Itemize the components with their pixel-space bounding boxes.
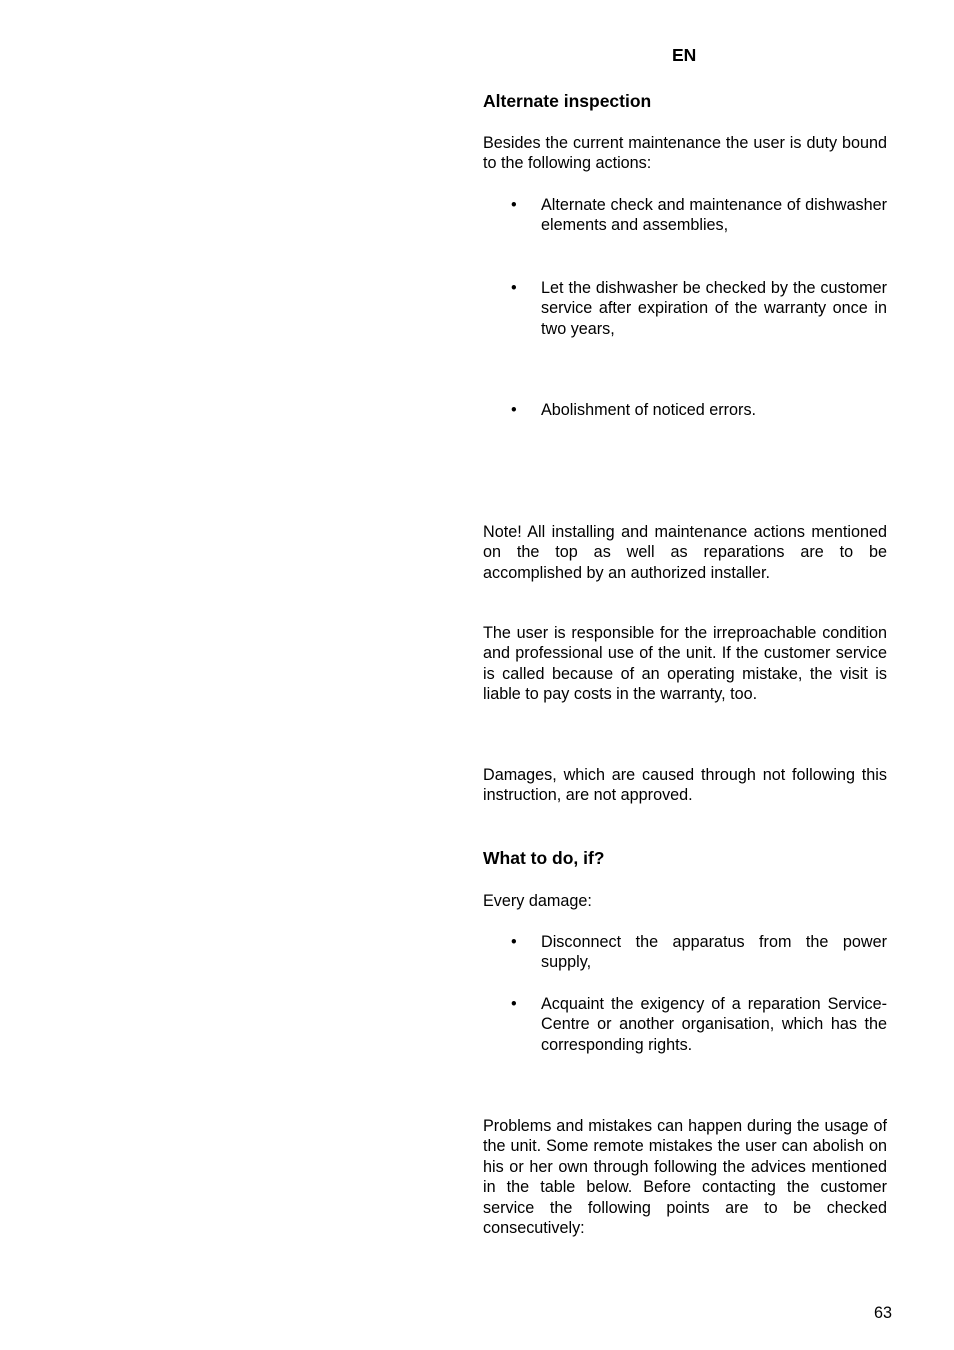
bullet-dot: • [511,196,517,214]
paragraph-problems: Problems and mistakes can happen during the usage of the unit. Some remote mistakes the user can abolish on his or her own through following the advices mentioned in the table below. Before contacting the customer service the following points are to be checked consecutively: [483,1117,887,1238]
language-label: EN [672,45,697,65]
paragraph-every-damage: Every damage: [483,892,592,910]
list-item-text: Let the dishwasher be checked by the customer service after expiration of the warranty once in two years, [541,279,887,338]
list-item-text: Disconnect the apparatus from the power supply, [541,933,887,972]
page-number: 63 [874,1304,893,1322]
list-item-text: Alternate check and maintenance of dishwasher elements and assemblies, [541,196,887,235]
list-item-text: Acquaint the exigency of a reparation Service-Centre or another organisation, which has the corresponding rights. [541,995,887,1054]
paragraph-responsibility: The user is responsible for the irreproachable condition and professional use of the unit. If the customer service is called because of an operating mistake, the visit is liable to pay costs in the warranty, too. [483,624,887,704]
heading-what-to-do: What to do, if? [483,848,605,868]
bullet-dot: • [511,279,517,297]
paragraph-damages: Damages, which are caused through not following this instruction, are not approved. [483,766,887,805]
paragraph-note: Note! All installing and maintenance actions mentioned on the top as well as reparations are to be accomplished by an authorized installer. [483,523,887,582]
heading-alternate-inspection: Alternate inspection [483,91,652,111]
bullet-dot: • [511,995,517,1013]
list-item-text: Abolishment of noticed errors. [541,401,757,419]
bullet-dot: • [511,401,517,419]
bullet-dot: • [511,933,517,951]
paragraph-intro: Besides the current maintenance the user is duty bound to the following actions: [483,134,887,173]
